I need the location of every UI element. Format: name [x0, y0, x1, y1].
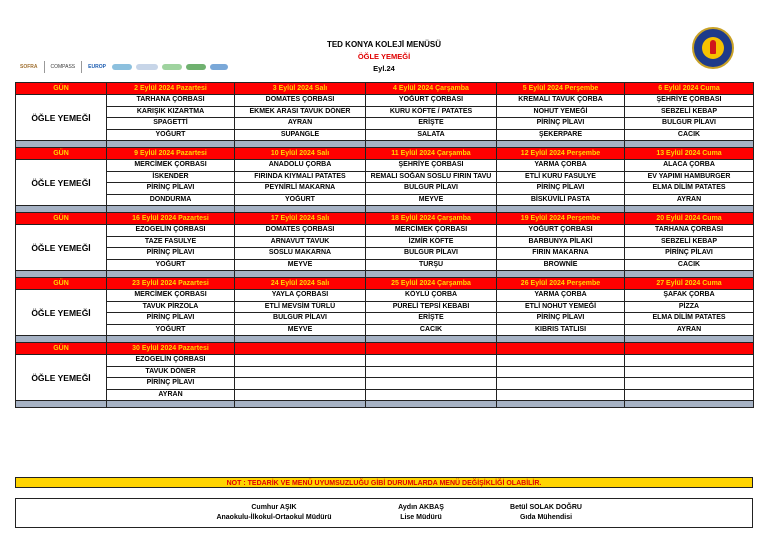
separator-cell: [497, 206, 625, 213]
gun-label: GÜN: [16, 148, 107, 160]
day-header: 5 Eylül 2024 Perşembe: [497, 83, 625, 95]
separator-cell: [16, 141, 107, 148]
menu-item: TURŞU: [366, 259, 497, 271]
separator-cell: [497, 336, 625, 343]
signature-area: [15, 498, 753, 528]
signature-role: Gıda Mühendisi: [519, 514, 573, 521]
partner-logo: [162, 64, 182, 70]
day-header: [366, 343, 497, 355]
day-header: [625, 343, 754, 355]
day-header: 4 Eylül 2024 Çarşamba: [366, 83, 497, 95]
day-header: 25 Eylül 2024 Çarşamba: [366, 278, 497, 290]
separator-cell: [16, 206, 107, 213]
menu-item: [497, 366, 625, 378]
school-seal-icon: [692, 27, 734, 69]
menu-item: SEBZELİ KEBAP: [625, 236, 754, 248]
day-header: 9 Eylül 2024 Pazartesi: [107, 148, 235, 160]
menu-item: PİRİNÇ PİLAVI: [107, 378, 235, 390]
menu-item: EZOGELİN ÇORBASI: [107, 225, 235, 237]
menu-item: ŞEKERPARE: [497, 129, 625, 141]
page-title: TED KONYA KOLEJİ MENÜSÜ: [326, 40, 442, 49]
menu-item: EV YAPIMI HAMBURGER: [625, 171, 754, 183]
day-header: 30 Eylül 2024 Pazartesi: [107, 343, 235, 355]
menu-item: BROWNİE: [497, 259, 625, 271]
menu-item: YOĞURT ÇORBASI: [497, 225, 625, 237]
day-header: 2 Eylül 2024 Pazartesi: [107, 83, 235, 95]
menu-item: SPAGETTİ: [107, 118, 235, 130]
menu-item: AYRAN: [625, 194, 754, 206]
menu-item: NOHUT YEMEĞİ: [497, 106, 625, 118]
menu-item: SALATA: [366, 129, 497, 141]
menu-item: ETLİ MEVSİM TÜRLÜ: [235, 301, 366, 313]
menu-row: [16, 301, 754, 313]
menu-item: PİRİNÇ PİLAVI: [497, 313, 625, 325]
menu-row: [16, 313, 754, 325]
menu-item: [235, 366, 366, 378]
menu-table: [15, 82, 754, 408]
menu-item: MERCİMEK ÇORBASI: [107, 290, 235, 302]
separator-cell: [235, 206, 366, 213]
menu-item: MERCİMEK ÇORBASI: [366, 225, 497, 237]
day-header: [235, 343, 366, 355]
menu-item: [366, 366, 497, 378]
day-header: 13 Eylül 2024 Cuma: [625, 148, 754, 160]
signature-role: Anaokulu-İlkokul-Ortaokul Müdürü: [216, 514, 332, 521]
menu-item: ALACA ÇORBA: [625, 160, 754, 172]
separator-cell: [366, 336, 497, 343]
menu-item: KÖYLÜ ÇORBA: [366, 290, 497, 302]
separator-cell: [235, 336, 366, 343]
menu-item: TAZE FASULYE: [107, 236, 235, 248]
menu-item: YOĞURT ÇORBASI: [366, 95, 497, 107]
menu-item: MEYVE: [235, 259, 366, 271]
menu-item: FIRIN MAKARNA: [497, 248, 625, 260]
menu-item: YOĞURT: [107, 259, 235, 271]
meal-label: ÖĞLE YEMEĞİ: [16, 95, 107, 141]
separator-cell: [366, 401, 497, 408]
gun-label: GÜN: [16, 83, 107, 95]
signature-principal: [194, 503, 354, 523]
menu-row: [16, 324, 754, 336]
gun-label: GÜN: [16, 278, 107, 290]
menu-item: DOMATES ÇORBASI: [235, 225, 366, 237]
menu-item: ANADOLU ÇORBA: [235, 160, 366, 172]
menu-row: [16, 378, 754, 390]
signature-name: Betül SOLAK DOĞRU: [510, 504, 582, 511]
menu-item: [366, 378, 497, 390]
menu-item: [497, 355, 625, 367]
menu-row: [16, 106, 754, 118]
separator-cell: [625, 141, 754, 148]
menu-item: PİRİNÇ PİLAVI: [497, 118, 625, 130]
menu-item: [366, 355, 497, 367]
menu-item: KURU KÖFTE / PATATES: [366, 106, 497, 118]
signature-name: Aydın AKBAŞ: [398, 504, 444, 511]
separator-cell: [16, 271, 107, 278]
separator-cell: [235, 141, 366, 148]
menu-row: [16, 355, 754, 367]
week-separator-row: [16, 336, 754, 343]
menu-item: TARHANA ÇORBASI: [107, 95, 235, 107]
week-separator-row: [16, 206, 754, 213]
menu-item: ELMA DİLİM PATATES: [625, 183, 754, 195]
menu-item: KARIŞIK KIZARTMA: [107, 106, 235, 118]
signature-food-engineer: [486, 503, 606, 523]
menu-item: BİSKÜVİLİ PASTA: [497, 194, 625, 206]
menu-item: ERİŞTE: [366, 313, 497, 325]
menu-item: ARNAVUT TAVUK: [235, 236, 366, 248]
page-subtitle: ÖĞLE YEMEĞİ: [357, 52, 411, 61]
day-header: 11 Eylül 2024 Çarşamba: [366, 148, 497, 160]
separator-cell: [107, 271, 235, 278]
week-separator-row: [16, 141, 754, 148]
menu-item: MEYVE: [235, 324, 366, 336]
menu-item: CACIK: [625, 129, 754, 141]
gun-label: GÜN: [16, 213, 107, 225]
compass-logo: COMPASS: [50, 64, 76, 70]
separator-cell: [107, 206, 235, 213]
week-header-row: [16, 148, 754, 160]
menu-item: BULGUR PİLAVI: [366, 183, 497, 195]
menu-item: MERCİMEK ÇORBASI: [107, 160, 235, 172]
menu-item: [366, 389, 497, 401]
menu-item: EKMEK ARASI TAVUK DÖNER: [235, 106, 366, 118]
separator-cell: [16, 336, 107, 343]
separator-cell: [625, 206, 754, 213]
menu-item: [235, 378, 366, 390]
separator-cell: [366, 141, 497, 148]
day-header: 6 Eylül 2024 Cuma: [625, 83, 754, 95]
menu-item: ŞEHRİYE ÇORBASI: [625, 95, 754, 107]
menu-item: SEBZELİ KEBAP: [625, 106, 754, 118]
menu-row: [16, 389, 754, 401]
menu-row: [16, 366, 754, 378]
menu-item: YARMA ÇORBA: [497, 290, 625, 302]
menu-item: KREMALI TAVUK ÇORBA: [497, 95, 625, 107]
signature-role: Lise Müdürü: [400, 514, 442, 521]
menu-item: TAVUK PİRZOLA: [107, 301, 235, 313]
day-header: [497, 343, 625, 355]
separator-cell: [107, 401, 235, 408]
menu-item: PİRİNÇ PİLAVI: [497, 183, 625, 195]
menu-item: PİRİNÇ PİLAVI: [107, 248, 235, 260]
menu-item: AYRAN: [235, 118, 366, 130]
week-header-row: [16, 343, 754, 355]
separator-cell: [235, 401, 366, 408]
separator-cell: [366, 271, 497, 278]
meal-label: ÖĞLE YEMEĞİ: [16, 290, 107, 336]
menu-item: [235, 355, 366, 367]
menu-item: [497, 389, 625, 401]
menu-row: [16, 129, 754, 141]
menu-item: ELMA DİLİM PATATES: [625, 313, 754, 325]
menu-row: [16, 290, 754, 302]
signature-name: Cumhur AŞIK: [251, 504, 297, 511]
sofra-logo: SOFRA: [20, 64, 38, 70]
day-header: 20 Eylül 2024 Cuma: [625, 213, 754, 225]
separator-cell: [497, 401, 625, 408]
separator-cell: [497, 141, 625, 148]
menu-item: BULGUR PİLAVI: [625, 118, 754, 130]
menu-item: YOĞURT: [107, 129, 235, 141]
menu-item: [625, 378, 754, 390]
menu-item: TAVUK DÖNER: [107, 366, 235, 378]
day-header: 19 Eylül 2024 Perşembe: [497, 213, 625, 225]
meal-label: ÖĞLE YEMEĞİ: [16, 160, 107, 206]
partner-logo: [210, 64, 228, 70]
menu-row: [16, 171, 754, 183]
menu-row: [16, 183, 754, 195]
europ-logo: EUROP: [88, 64, 106, 70]
menu-item: ŞEHRİYE ÇORBASI: [366, 160, 497, 172]
week-separator-row: [16, 401, 754, 408]
menu-change-note: NOT : TEDARİK VE MENÜ UYUMSUZLUĞU GİBİ DURUMLARDA MENÜ DEĞİŞİKLİĞİ OLABİLİR.: [15, 477, 753, 488]
day-header: 10 Eylül 2024 Salı: [235, 148, 366, 160]
menu-item: YAYLA ÇORBASI: [235, 290, 366, 302]
logo-divider: [44, 61, 45, 73]
menu-item: CACIK: [366, 324, 497, 336]
day-header: 26 Eylül 2024 Perşembe: [497, 278, 625, 290]
week-header-row: [16, 278, 754, 290]
menu-item: FIRINDA KIYMALI PATATES: [235, 171, 366, 183]
menu-item: ERİŞTE: [366, 118, 497, 130]
day-header: 16 Eylül 2024 Pazartesi: [107, 213, 235, 225]
menu-item: PİRİNÇ PİLAVI: [625, 248, 754, 260]
menu-item: ETLİ NOHUT YEMEĞİ: [497, 301, 625, 313]
gun-label: GÜN: [16, 343, 107, 355]
signature-high-school: [371, 503, 471, 523]
partner-logo: [186, 64, 206, 70]
menu-item: EZOGELİN ÇORBASI: [107, 355, 235, 367]
menu-item: PÜRELİ TEPSİ KEBABI: [366, 301, 497, 313]
menu-item: ŞAFAK ÇORBA: [625, 290, 754, 302]
menu-item: [235, 389, 366, 401]
separator-cell: [107, 141, 235, 148]
menu-item: YOĞURT: [107, 324, 235, 336]
separator-cell: [107, 336, 235, 343]
menu-item: SUPANGLE: [235, 129, 366, 141]
menu-row: [16, 95, 754, 107]
seal-flame-icon: [710, 40, 716, 54]
partner-logo: [112, 64, 132, 70]
menu-row: [16, 259, 754, 271]
menu-item: BULGUR PİLAVI: [235, 313, 366, 325]
menu-item: İZMİR KÖFTE: [366, 236, 497, 248]
separator-cell: [497, 271, 625, 278]
menu-item: PİRİNÇ PİLAVI: [107, 183, 235, 195]
menu-item: PEYNİRLİ MAKARNA: [235, 183, 366, 195]
menu-item: [497, 378, 625, 390]
separator-cell: [366, 206, 497, 213]
week-separator-row: [16, 271, 754, 278]
partner-logo: [136, 64, 158, 70]
separator-cell: [625, 336, 754, 343]
day-header: 18 Eylül 2024 Çarşamba: [366, 213, 497, 225]
meal-label: ÖĞLE YEMEĞİ: [16, 355, 107, 401]
week-header-row: [16, 83, 754, 95]
separator-cell: [235, 271, 366, 278]
menu-row: [16, 118, 754, 130]
day-header: 23 Eylül 2024 Pazartesi: [107, 278, 235, 290]
separator-cell: [16, 401, 107, 408]
day-header: 12 Eylül 2024 Perşembe: [497, 148, 625, 160]
menu-item: YARMA ÇORBA: [497, 160, 625, 172]
day-header: 3 Eylül 2024 Salı: [235, 83, 366, 95]
separator-cell: [625, 401, 754, 408]
menu-item: YOĞURT: [235, 194, 366, 206]
menu-item: PİRİNÇ PİLAVI: [107, 313, 235, 325]
menu-row: [16, 236, 754, 248]
menu-item: BARBUNYA PİLAKİ: [497, 236, 625, 248]
day-header: 27 Eylül 2024 Cuma: [625, 278, 754, 290]
menu-item: AYRAN: [107, 389, 235, 401]
logo-divider: [81, 61, 82, 73]
menu-item: KIBRIS TATLISI: [497, 324, 625, 336]
menu-item: MEYVE: [366, 194, 497, 206]
menu-item: TARHANA ÇORBASI: [625, 225, 754, 237]
menu-item: DOMATES ÇORBASI: [235, 95, 366, 107]
menu-item: AYRAN: [625, 324, 754, 336]
menu-row: [16, 194, 754, 206]
menu-item: İSKENDER: [107, 171, 235, 183]
menu-item: PİZZA: [625, 301, 754, 313]
menu-row: [16, 248, 754, 260]
menu-item: [625, 366, 754, 378]
menu-item: [625, 355, 754, 367]
sponsor-logos: [18, 60, 228, 74]
meal-label: ÖĞLE YEMEĞİ: [16, 225, 107, 271]
menu-item: BULGUR PİLAVI: [366, 248, 497, 260]
menu-item: ETLİ KURU FASULYE: [497, 171, 625, 183]
day-header: 24 Eylül 2024 Salı: [235, 278, 366, 290]
week-header-row: [16, 213, 754, 225]
menu-item: CACIK: [625, 259, 754, 271]
menu-row: [16, 225, 754, 237]
menu-item: REMALI SOĞAN SOSLU FIRIN TAVU: [366, 171, 497, 183]
menu-item: [625, 389, 754, 401]
separator-cell: [625, 271, 754, 278]
day-header: 17 Eylül 2024 Salı: [235, 213, 366, 225]
menu-row: [16, 160, 754, 172]
menu-item: SOSLU MAKARNA: [235, 248, 366, 260]
menu-item: DONDURMA: [107, 194, 235, 206]
page-month: Eyl.24: [373, 64, 395, 73]
